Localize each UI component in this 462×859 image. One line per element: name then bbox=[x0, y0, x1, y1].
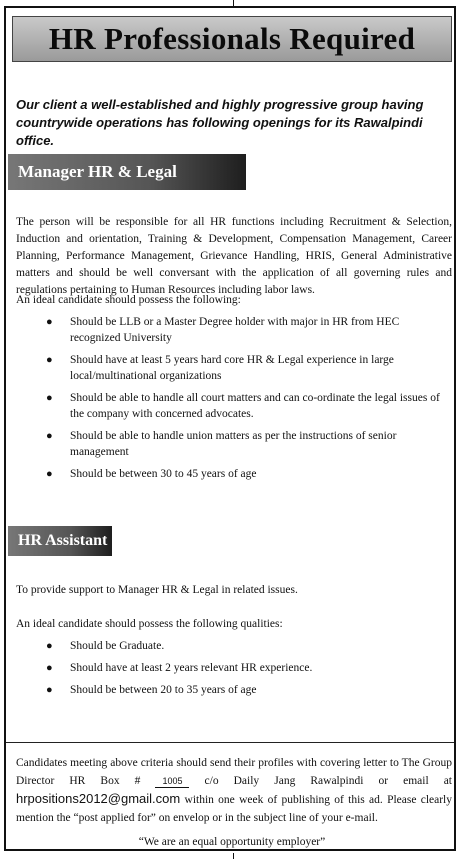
crop-mark-bottom bbox=[233, 853, 234, 859]
list-item: ● Should be LLB or a Master Degree holder with major in HR from HEC recognized University bbox=[46, 316, 400, 344]
list-item: ● Should have at least 2 years relevant HR experience. bbox=[46, 662, 313, 674]
assistant-description: To provide support to Manager HR & Legal in related issues. bbox=[16, 584, 298, 596]
assistant-heading-banner bbox=[8, 526, 112, 556]
bullet-icon: ● bbox=[46, 662, 53, 674]
bullet-icon: ● bbox=[46, 684, 53, 696]
bullet-icon: ● bbox=[46, 354, 53, 366]
ad-title: HR Professionals Required bbox=[48, 21, 416, 56]
list-item: ● Should be able to handle all court matters and can co-ordinate the legal issues of the company with concerned advocates. bbox=[46, 392, 440, 420]
box-number: 1005 bbox=[155, 775, 189, 788]
list-item: ● Should have at least 5 years hard core HR & Legal experience in large local/multinational organizations bbox=[46, 354, 394, 382]
manager-description: The person will be responsible for all HR functions including Recruitment & Selection, Induction and orientation, Training & Development, Compensation Management, Career Planning, Performance Management, Grievance Handling, HRIS, General Administrative matters and should be well conversant with the application of all governing rules and regulations pertaining to Human Resources including labor laws. bbox=[16, 216, 452, 296]
footer-divider bbox=[6, 742, 454, 743]
list-item: ● Should be between 20 to 35 years of age bbox=[46, 684, 257, 696]
manager-heading-banner bbox=[8, 154, 246, 190]
list-item: ● Should be Graduate. bbox=[46, 640, 165, 652]
bullet-icon: ● bbox=[46, 430, 53, 442]
assistant-criteria-list bbox=[42, 638, 452, 704]
bullet-icon: ● bbox=[46, 640, 53, 652]
list-item: ● Should be able to handle union matters as per the instructions of senior management bbox=[46, 430, 397, 458]
list-item: ● Should be between 30 to 45 years of age bbox=[46, 468, 257, 480]
bullet-icon: ● bbox=[46, 392, 53, 404]
application-instructions: Candidates meeting above criteria should send their profiles with covering letter to The Group Director HR Box # 1005 c/o Daily Jang Rawalpindi or email at hrpositions2012@gmail.com within one week of publishing of this ad. Please clearly mention the “post applied for” on envelop or in the subject line of your e-mail. bbox=[16, 757, 453, 824]
assistant-heading: HR Assistant bbox=[18, 532, 108, 549]
bullet-icon: ● bbox=[46, 316, 53, 328]
manager-heading: Manager HR & Legal bbox=[18, 162, 177, 181]
assistant-criteria-intro: An ideal candidate should possess the following qualities: bbox=[16, 618, 283, 630]
intro-text: Our client a well-established and highly progressive group having countrywide operations has following openings for its Rawalpindi office. bbox=[16, 97, 424, 148]
contact-email-link[interactable]: hrpositions2012@gmail.com bbox=[16, 791, 181, 806]
manager-criteria-list bbox=[42, 314, 452, 488]
title-banner bbox=[12, 16, 452, 62]
manager-criteria-intro: An ideal candidate should possess the following: bbox=[16, 294, 241, 306]
job-advertisement bbox=[4, 6, 456, 851]
equal-opportunity-statement: “We are an equal opportunity employer” bbox=[138, 836, 326, 848]
bullet-icon: ● bbox=[46, 468, 53, 480]
